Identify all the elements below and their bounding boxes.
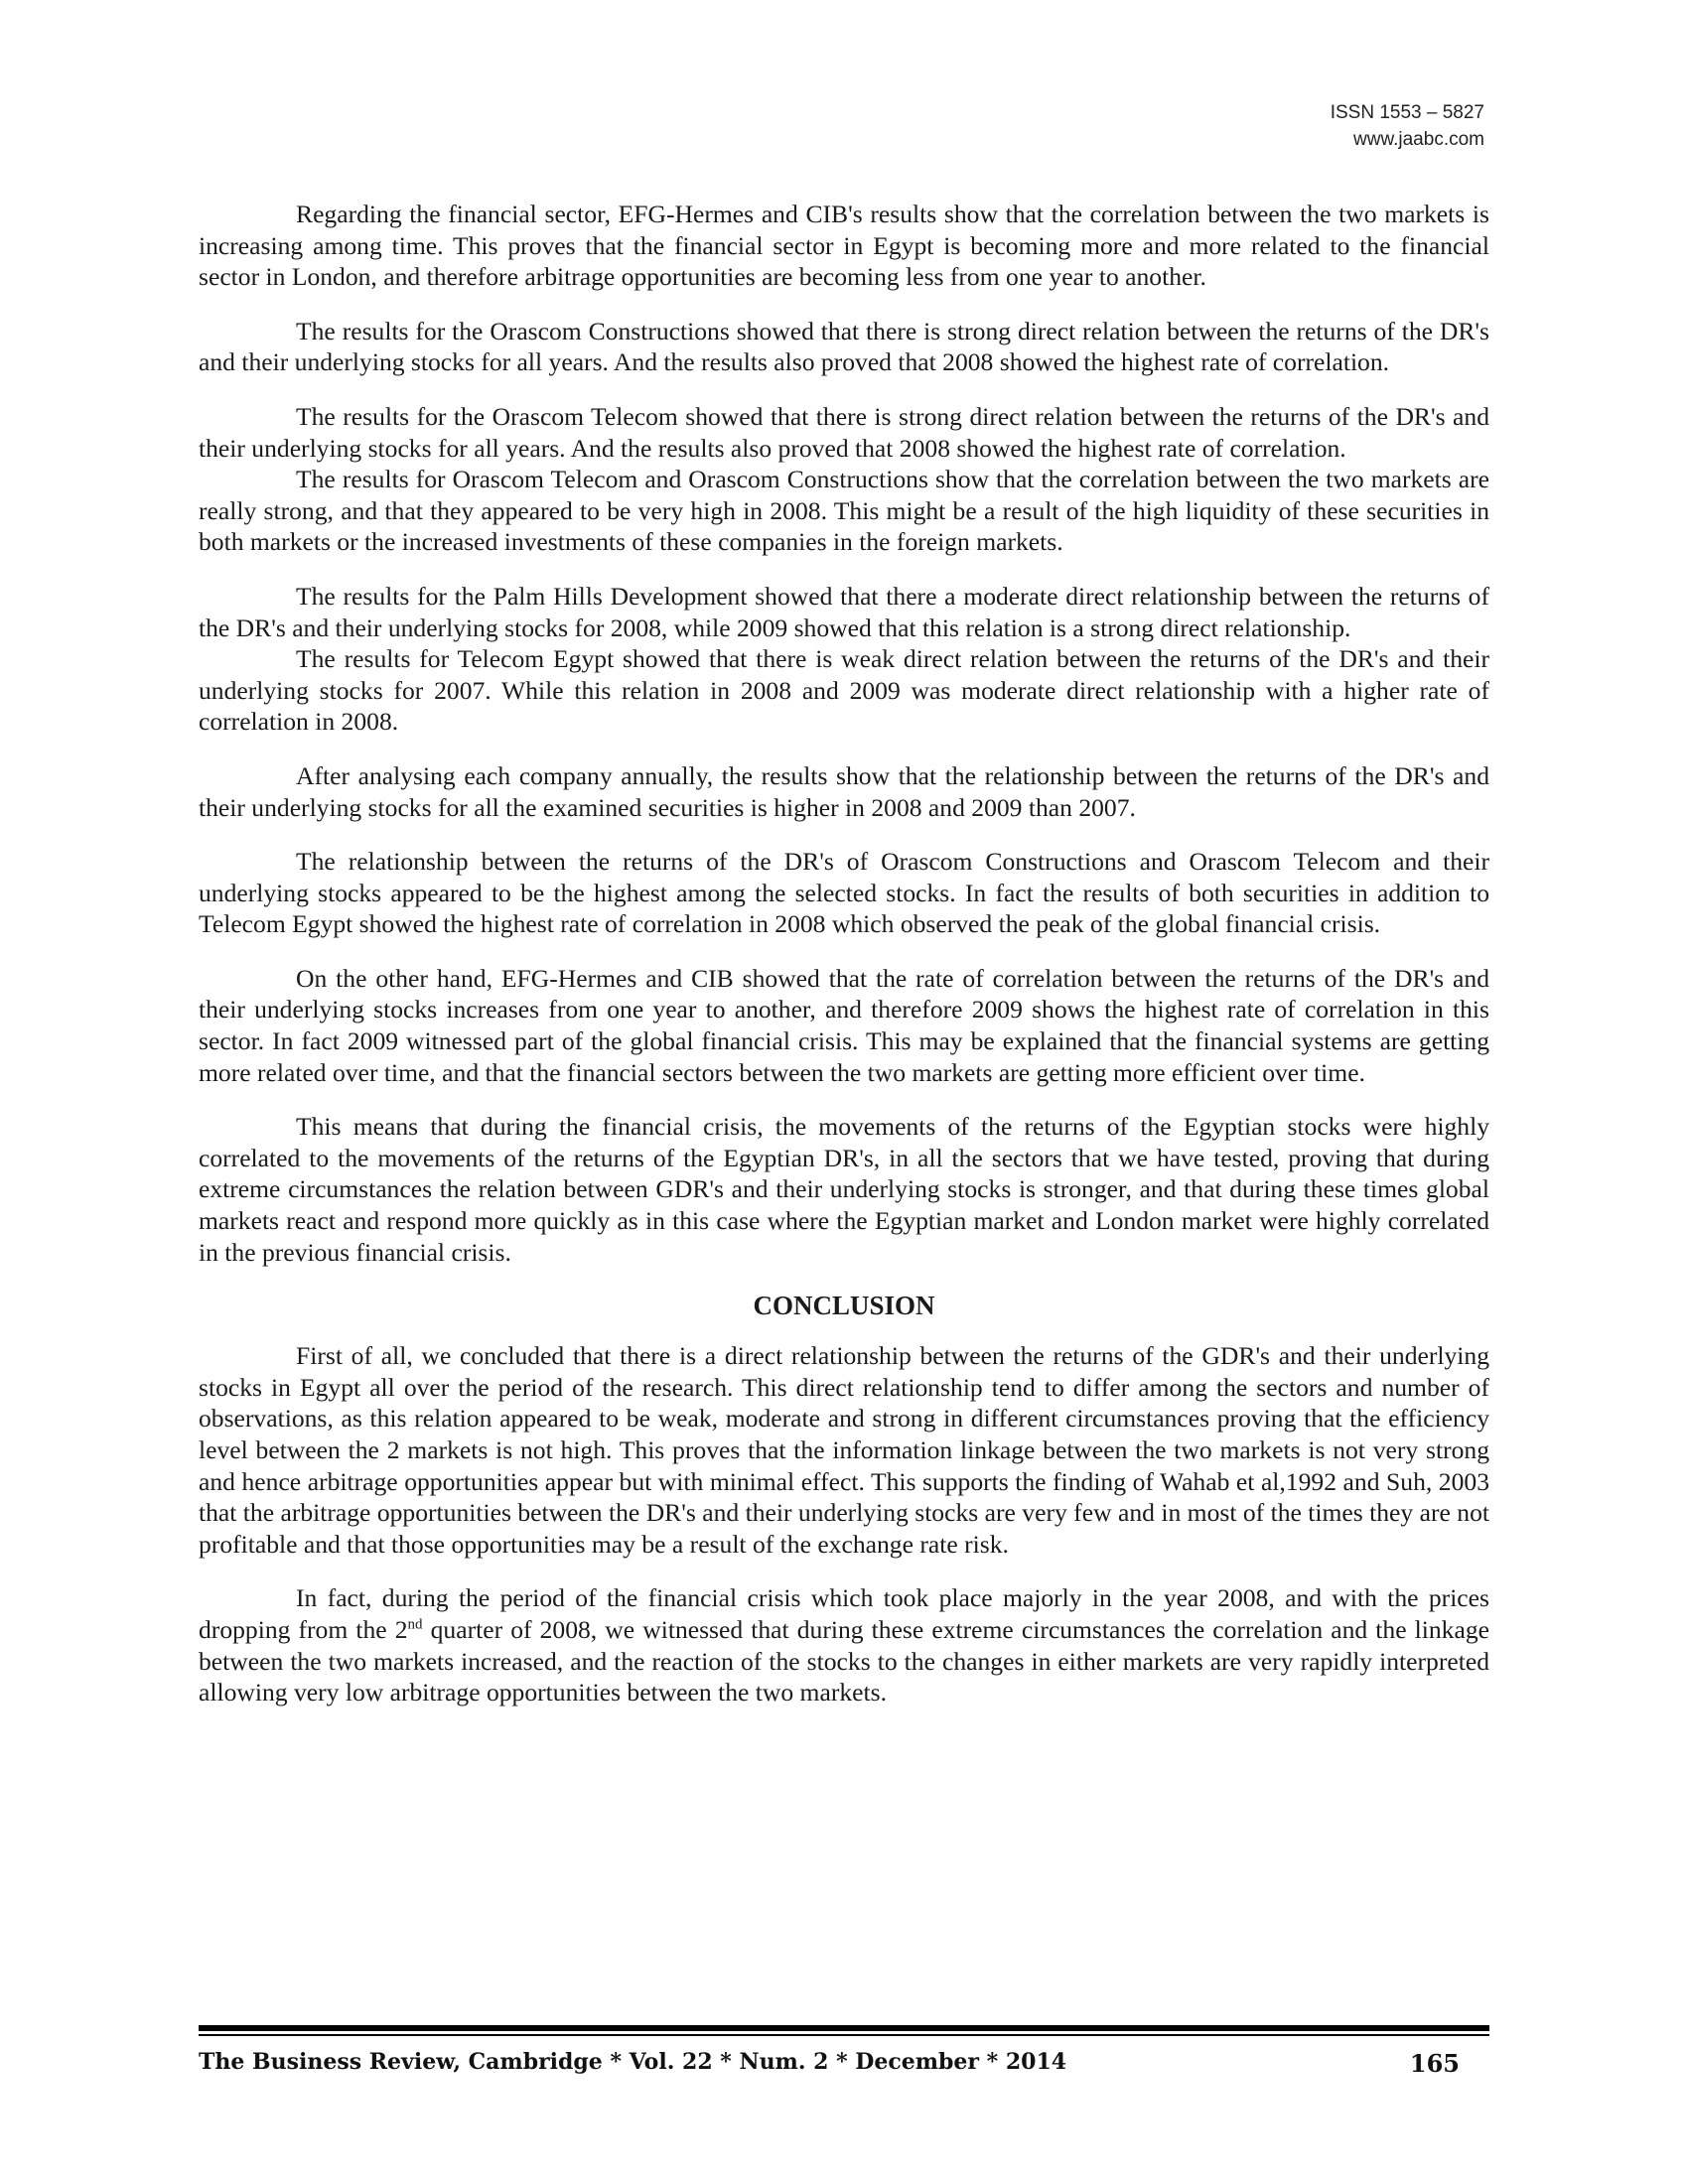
paragraph-orascom-both: The results for Orascom Telecom and Orascom Constructions show that the correlation between the two markets are really strong, and that they appeared to be very high in 2008. This might be a result of the high liquidity of these securities in both markets or the increased investments of these companies in the foreign markets. bbox=[199, 465, 1489, 557]
footer-divider-thin bbox=[199, 2034, 1489, 2036]
paragraph-conclusion-1: First of all, we concluded that there is a direct relationship between the returns of the GDR's and their underlying stocks in Egypt all over the period of the research. This direct relationship tend to differ among the sectors and number of observations, as this relation appeared to be weak, moderate and strong in different circumstances proving that the efficiency level between the 2 markets is not high. This proves that the information linkage between the two markets is not very strong and hence arbitrage opportunities appear but with minimal effect. This supports the finding of Wahab et al,1992 and Suh, 2003 that the arbitrage opportunities between the DR's and their underlying stocks are very few and in most of the times they are not profitable and that those opportunities may be a result of the exchange rate risk. bbox=[199, 1341, 1489, 1559]
paragraph-orascom-constructions: The results for the Orascom Constructions showed that there is strong direct relation between the returns of the DR's and their underlying stocks for all years. And the results also proved that 2008 showed the highest rate of correlation. bbox=[199, 316, 1489, 377]
article-body bbox=[199, 199, 1489, 1708]
paragraph-orascom-telecom: The results for the Orascom Telecom showed that there is strong direct relation between the returns of the DR's and their underlying stocks for all years. And the results also proved that 2008 showed the highest rate of correlation. bbox=[199, 401, 1489, 463]
paragraph-efg-cib: On the other hand, EFG-Hermes and CIB showed that the rate of correlation between the returns of the DR's and their underlying stocks increases from one year to another, and therefore 2009 shows the highest rate of correlation in this sector. In fact 2009 witnessed part of the global financial crisis. This may be explained that the financial systems are getting more related over time, and that the financial sectors between the two markets are getting more efficient over time. bbox=[199, 963, 1489, 1087]
conclusion-2-text-start: In fact, during the period of the financial crisis which took place majorly in the year 2008, and with the prices dropping from the 2 bbox=[199, 1583, 1489, 1644]
conclusion-heading: CONCLUSION bbox=[753, 1291, 935, 1321]
paragraph-highest-correlation: The relationship between the returns of the DR's of Orascom Constructions and Orascom Telecom and their underlying stocks appeared to be the highest among the selected stocks. In fact the results of both securities in addition to Telecom Egypt showed the highest rate of correlation in 2008 which observed the peak of the global financial crisis. bbox=[199, 847, 1489, 939]
journal-citation: The Business Review, Cambridge * Vol. 22 * Num. 2 * December * 2014 bbox=[199, 2049, 1067, 2075]
footer-divider-thick bbox=[199, 2025, 1489, 2031]
page-header bbox=[1331, 99, 1484, 153]
issn-label: ISSN 1553 – 5827 bbox=[1330, 102, 1484, 123]
paragraph-conclusion-2 bbox=[199, 1582, 1489, 1707]
journal-website: www.jaabc.com bbox=[1353, 129, 1484, 150]
paragraph-palm-hills: The results for the Palm Hills Development showed that there a moderate direct relationship between the returns of the DR's and their underlying stocks for 2008, while 2009 showed that this relation is a strong direct relationship. bbox=[199, 581, 1489, 642]
paragraph-financial-sector: Regarding the financial sector, EFG-Hermes and CIB's results show that the correlation between the two markets is increasing among time. This proves that the financial sector in Egypt is becoming more and more related to the financial sector in London, and therefore arbitrage opportunities are becoming less from one year to another. bbox=[199, 200, 1489, 292]
page-footer bbox=[199, 2049, 1460, 2078]
ordinal-superscript: nd bbox=[407, 1616, 423, 1633]
conclusion-2-text-end: quarter of 2008, we witnessed that during these extreme circumstances the correlation and the linkage between the two markets increased, and the reaction of the stocks to the changes in either markets are very rapidly interpreted allowing very low arbitrage opportunities between the two markets. bbox=[199, 1614, 1489, 1707]
paragraph-annual-analysis: After analysing each company annually, the results show that the relationship between the returns of the DR's and their underlying stocks for all the examined securities is higher in 2008 and 2009 than 2007. bbox=[199, 760, 1489, 822]
page-number: 165 bbox=[1409, 2049, 1460, 2078]
paragraph-crisis-correlation: This means that during the financial crisis, the movements of the returns of the Egyptian stocks were highly correlated to the movements of the returns of the Egyptian DR's, in all the sectors that we have tested, proving that during extreme circumstances the relation between GDR's and their underlying stocks is stronger, and that during these times global markets react and respond more quickly as in this case where the Egyptian market and London market were highly correlated in the previous financial crisis. bbox=[199, 1112, 1489, 1267]
paragraph-telecom-egypt: The results for Telecom Egypt showed that there is weak direct relation between the returns of the DR's and their underlying stocks for 2007. While this relation in 2008 and 2009 was moderate direct relationship with a higher rate of correlation in 2008. bbox=[199, 644, 1489, 737]
footer-divider bbox=[199, 2025, 1489, 2036]
